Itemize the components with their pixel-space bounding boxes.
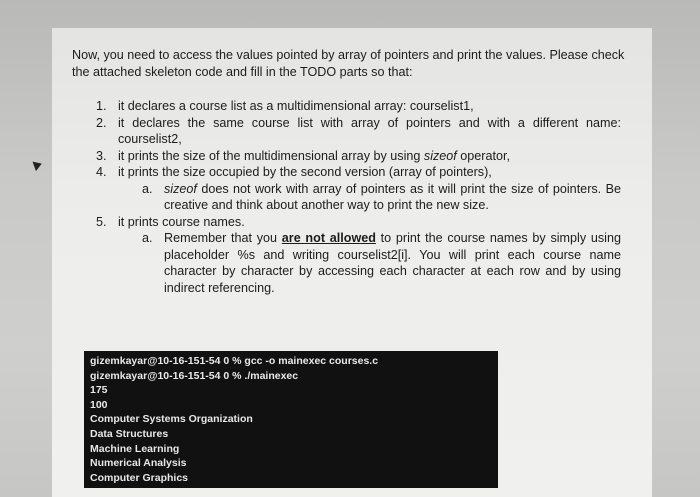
terminal-line: Numerical Analysis <box>90 457 187 470</box>
list-item <box>96 214 621 297</box>
requirements-list <box>96 98 621 296</box>
list-item-text: it declares the same course list with array of pointers and with a different name: courselist2, <box>118 115 621 146</box>
list-item-text-before: it prints the size of the multidimensional array by using <box>118 148 424 163</box>
sub-list-item <box>142 230 621 296</box>
terminal-line: Computer Graphics <box>90 471 189 484</box>
terminal-line: 100 <box>90 398 108 411</box>
mouse-cursor-icon <box>33 159 44 171</box>
list-item-text: it prints the size occupied by the second version (array of pointers), <box>118 165 492 179</box>
list-item <box>96 148 621 165</box>
list-item-text-after: operator, <box>456 148 511 163</box>
terminal-line: Machine Learning <box>90 442 180 455</box>
list-item <box>96 98 621 115</box>
sub-list-item-text-before: Remember that you <box>164 231 282 245</box>
list-item <box>96 115 621 148</box>
list-number: 2. <box>96 115 107 130</box>
terminal-output <box>84 351 498 488</box>
sizeof-keyword: sizeof <box>164 181 197 196</box>
list-number: 4. <box>96 165 107 179</box>
sizeof-keyword: sizeof <box>423 148 457 163</box>
list-number: 5. <box>96 214 107 229</box>
terminal-line: Computer Systems Organization <box>90 413 253 426</box>
terminal-line: Data Structures <box>90 428 169 440</box>
list-number: 3. <box>96 148 107 163</box>
list-item-text: it prints course names. <box>118 214 245 229</box>
list-item-text: it declares a course list as a multidimensional array: courselist1, <box>118 99 474 113</box>
sub-list-item-text: does not work with array of pointers as it will print the size of pointers. Be creative and think about another way to print the new size. <box>164 181 621 212</box>
list-number: 1. <box>96 99 107 113</box>
sub-list-letter: a. <box>142 231 153 245</box>
sub-list-item <box>142 181 621 214</box>
sub-list-letter: a. <box>142 181 153 196</box>
terminal-line: 175 <box>90 384 108 397</box>
sub-list-item-text-after: to print the course names by simply using placeholder %s and writing courselist2[i]. You will print each course name character by character by accessing each character at each row and by using indirect referencing. <box>164 231 621 295</box>
terminal-line: gizemkayar@10-16-151-54 0 % ./mainexec <box>90 369 299 382</box>
list-item <box>96 164 621 214</box>
terminal-line: gizemkayar@10-16-151-54 0 % gcc -o mainexec courses.c <box>90 355 379 367</box>
emphasis-not-allowed: are not allowed <box>281 231 376 245</box>
intro-paragraph: Now, you need to access the values pointed by array of pointers and print the values. Please check the attached skeleton code and fill in the TODO parts so that: <box>72 48 625 79</box>
